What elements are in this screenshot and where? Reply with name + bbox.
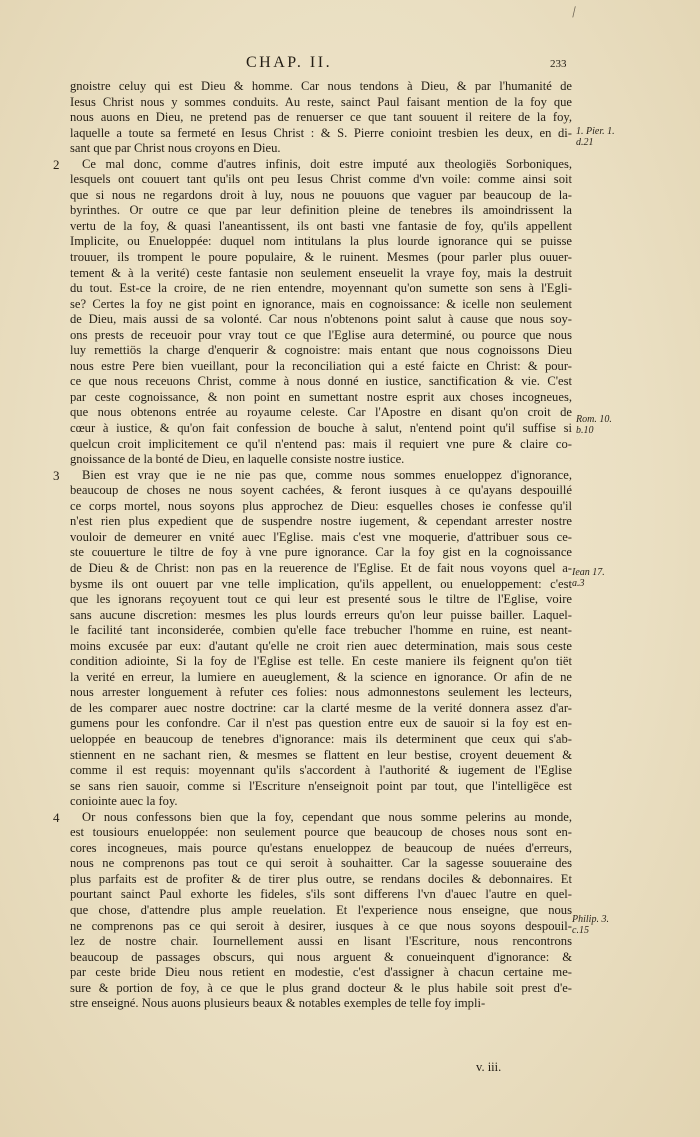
margin-note-line: c.15 — [572, 925, 589, 936]
text-line: luy remettiös la charge d'enquerir & cognoistre: mais entant que nous cognoissons Dieu — [70, 343, 572, 358]
text-line: du tout. Est-ce la croire, de ne rien entendre, moyennant qu'on sumette son sens à l'Egli- — [70, 281, 572, 296]
text-line: plus parfaits est de profiter & de tirer plus outre, se rendans dociles & debonnaires. Et — [70, 871, 572, 886]
text-line: sans aucune discretion: mesmes les plus lourds erreurs qu'on leur puisse bailler. Laquel- — [70, 607, 572, 622]
text-line: vertu de la foy, & quasi l'aneantissent, ils ont basti vne fantasie de foy, qu'ils appellent — [70, 218, 572, 233]
text-line: sure & portion de foy, à ce que le plus grand docteur & le plus habile soit prest d'e- — [70, 980, 572, 995]
margin-note-line: Philip. 3. — [572, 914, 609, 925]
text-line: gumens pour les confondre. Car il n'est pas question entre eux de sauoir si la foy est en- — [70, 716, 572, 731]
paragraph — [53, 467, 572, 810]
text-line: Implicite, ou Enueloppée: duquel nom intitulans la plus lourde ignorance qui se puisse — [70, 234, 572, 249]
text-line: comme il est requis: moyennant qu'ils s'accordent à l'authorité & iugement de l'Eglise — [70, 763, 572, 778]
text-line: lesquels ont couuert tant qu'ils ont peu Iesus Christ comme d'vn voile: comme ainsi soit — [70, 172, 572, 187]
text-line: stre enseigné. Nous auons plusieurs beaux & notables exemples de telle foy impli- — [70, 996, 486, 1011]
text-line: vouloir de demeurer en vnité auec l'Eglise. mais c'est vne moquerie, d'attribuer sous ce- — [70, 529, 572, 544]
text-line: Ce mal donc, comme d'autres infinis, doit estre imputé aux theologiës Sorboniques, — [82, 156, 572, 171]
text-line: Iesus Christ nous y sommes conduits. Au reste, sainct Paul faisant mention de la foy que — [70, 94, 572, 109]
text-line: nous auons en Dieu, ne pretend pas de renuerser ce que tant souuent il reitere de la foy, — [70, 110, 572, 125]
text-line: nous arrester longuement à refuter ces folies: nous admonnestons seulement les lecteurs, — [70, 685, 572, 700]
text-line: de Dieu & de Christ: non pas en la reuerence de l'Eglise. Et de fait nous voyons quel a- — [70, 560, 572, 575]
text-line: que nous obtenons entrée au royaume celeste. Car l'Apostre en disant qu'on croit de — [70, 405, 572, 420]
paragraph — [70, 79, 572, 157]
text-line: ne comprenons pas ce qui seroit à desirer, iusques à ce que nous soyons despouil- — [70, 918, 572, 933]
text-line: ons prests de receuoir pour vray tout ce que l'Eglise aura determiné, ou pource que nous — [70, 327, 572, 342]
text-line: se? Certes la foy ne gist point en ignorance, mais en cognoissance: & icelle non seulement — [70, 296, 572, 311]
paragraph-number: 2 — [53, 156, 60, 172]
text-line: quelcun croit implicitement ce qu'il n'entend pas: mais il requiert vne pure & claire co- — [70, 436, 572, 451]
margin-note-line: d.21 — [576, 137, 594, 148]
text-line: n'est rien plus expedient que de suspendre nostre iugement, & cependant arrester nostre — [70, 514, 572, 529]
text-line: cœur à iustice, & qu'on fait confession de bouche à salut, n'entend point qu'il suffise si — [70, 421, 572, 436]
margin-note-philip — [572, 914, 609, 936]
paragraph-number: 4 — [53, 809, 60, 825]
text-line: ueloppée en beaucoup de tenebres d'ignorance: mais ils determinent que ceux qui s'ab- — [70, 731, 572, 746]
text-line: byrinthes. Or outre ce que par leur definition pleine de tenebres ils amoindrissent la — [70, 203, 572, 218]
text-line: la verité en erreur, la lumiere en aueuglement, & la science en ignorance. Or afin de ne — [70, 669, 572, 684]
text-line: nous estre Pere bien vueillant, pour la reconciliation qui a esté faicte en Christ: & pour- — [70, 358, 572, 373]
chapter-title: CHAP. II. — [246, 54, 333, 71]
paragraph-number: 3 — [53, 467, 60, 483]
text-line: que les ignorans reçoyuent tout ce qui leur est presenté sous le tiltre de l'Eglise, voire — [70, 592, 572, 607]
text-line: Or nous confessons bien que la foy, cependant que nous somme pelerins au monde, — [82, 809, 572, 824]
text-line: le facilité tant inconsiderée, combien qu'elle face trebucher l'homme en ruine, est neant- — [70, 623, 572, 638]
text-line: bysme ils ont ouuert par vne telle implication, qu'ils appellent, ou enueloppement: c'est — [70, 576, 572, 591]
corner-pencil-mark: / — [571, 3, 578, 22]
page-number: 233 — [550, 58, 567, 70]
text-line: de les comparer auec nostre doctrine: car la clarté mesme de la verité donnera assez d'ar- — [70, 700, 572, 715]
text-line: ce que nous receuons Christ, comme à nous donné en iustice, sanctification & vie. C'est — [70, 374, 572, 389]
text-line: de Dieu, mais aussi de sa volonté. Car nous n'obtenons point salut à cause que nous soy- — [70, 312, 572, 327]
margin-note-line: b.10 — [576, 425, 594, 436]
margin-note-line: Iean 17. — [572, 567, 605, 578]
text-line: ce corps mortel, nous soyons plus approchez de Dieu: esquelles choses ie confesse qu'il — [70, 498, 572, 513]
paragraph — [53, 156, 572, 468]
margin-note-line: 1. Pier. 1. — [576, 126, 615, 137]
margin-note-iean — [572, 567, 605, 589]
text-line: est tousiours enueloppée: non seulement pource que beaucoup de choses nous sont en- — [70, 825, 572, 840]
text-line: trouuer, ils trompent le poure populaire, & le ruinent. Mesmes (pour parler plus ouuer- — [70, 250, 572, 265]
text-line: moins excusée par eux: d'autant qu'elle ne croit rien auec determination, mais sous ceste — [70, 638, 572, 653]
text-line: que si nous ne regardons droit à luy, nous ne pouuons que vaguer par beaucoup de la- — [70, 187, 572, 202]
text-line: condition adiointe, Si la foy de l'Eglise est telle. En ceste maniere ils feignent qu'on tiët — [70, 654, 572, 669]
text-line: nous ne comprenons pas tout ce qui seroit à souhaitter. Car la sagesse souueraine des — [70, 856, 572, 871]
running-head — [0, 54, 700, 78]
text-line: ste couuerture le tiltre de foy à vne pure ignorance. Car la foy gist en la cognoissance — [70, 545, 572, 560]
text-line: gnoistre celuy qui est Dieu & homme. Car nous tendons à Dieu, & par l'humanité de — [70, 79, 572, 93]
text-line: cores incogneues, mais pource qu'estans enueloppez de beaucoup de nuées d'erreurs, — [70, 840, 572, 855]
signature-mark: v. iii. — [476, 1060, 502, 1074]
margin-note-pierre — [576, 126, 615, 148]
text-line: laquelle a toute sa fermeté en Iesus Christ : & S. Pierre conioint tresbien les deux, en di- — [70, 125, 572, 140]
text-line: pourtant sainct Paul exhorte les fideles, s'ils sont differens l'vn d'auec l'autre en quel- — [70, 887, 572, 902]
text-line: par ceste bride Dieu nous retient en modestie, c'est d'assigner à chacun certaine me- — [70, 965, 572, 980]
margin-note-line: Rom. 10. — [576, 414, 612, 425]
text-line: coniointe auec la foy. — [70, 794, 178, 809]
margin-note-rom — [576, 414, 612, 436]
text-line: gnoissance de la bonté de Dieu, en laquelle consiste nostre iustice. — [70, 452, 405, 467]
text-line: se sans rien sauoir, comme si l'Escriture n'enseignoit point par tout, que l'intelligëce est — [70, 778, 572, 793]
text-line: beaucoup de choses ne nous soyent cachées, & feront iusques à ce qu'ayans despouillé — [70, 483, 572, 498]
text-line: beaucoup de passages obscurs, qui nous arguent & conueinquent d'ignorance: & — [70, 949, 572, 964]
paragraph — [53, 809, 572, 1012]
text-line: par ceste cognoissance, & non point en sumettant nostre esprit aux choses incogneues, — [70, 389, 572, 404]
text-line: stiennent en ne sachant rien, & mesmes se flattent en leur bestise, croyent deuement & — [70, 747, 572, 762]
text-line: lez de nostre chair. Iournellement aussi en lisant l'Escriture, nous rencontrons — [70, 934, 572, 949]
body-text — [53, 79, 572, 1012]
text-line: que chose, d'attendre plus ample reuelation. Et l'experience nous enseigne, que nous — [70, 902, 572, 917]
text-line: Bien est vray que ie ne nie pas que, comme nous sommes enueloppez d'ignorance, — [82, 467, 572, 482]
margin-note-line: a.3 — [572, 578, 585, 589]
text-line: tement & à la verité) ceste fantasie non seulement enseuelit la vraye foy, mais la destruit — [70, 265, 572, 280]
text-line: sant que par Christ nous croyons en Dieu. — [70, 141, 281, 156]
